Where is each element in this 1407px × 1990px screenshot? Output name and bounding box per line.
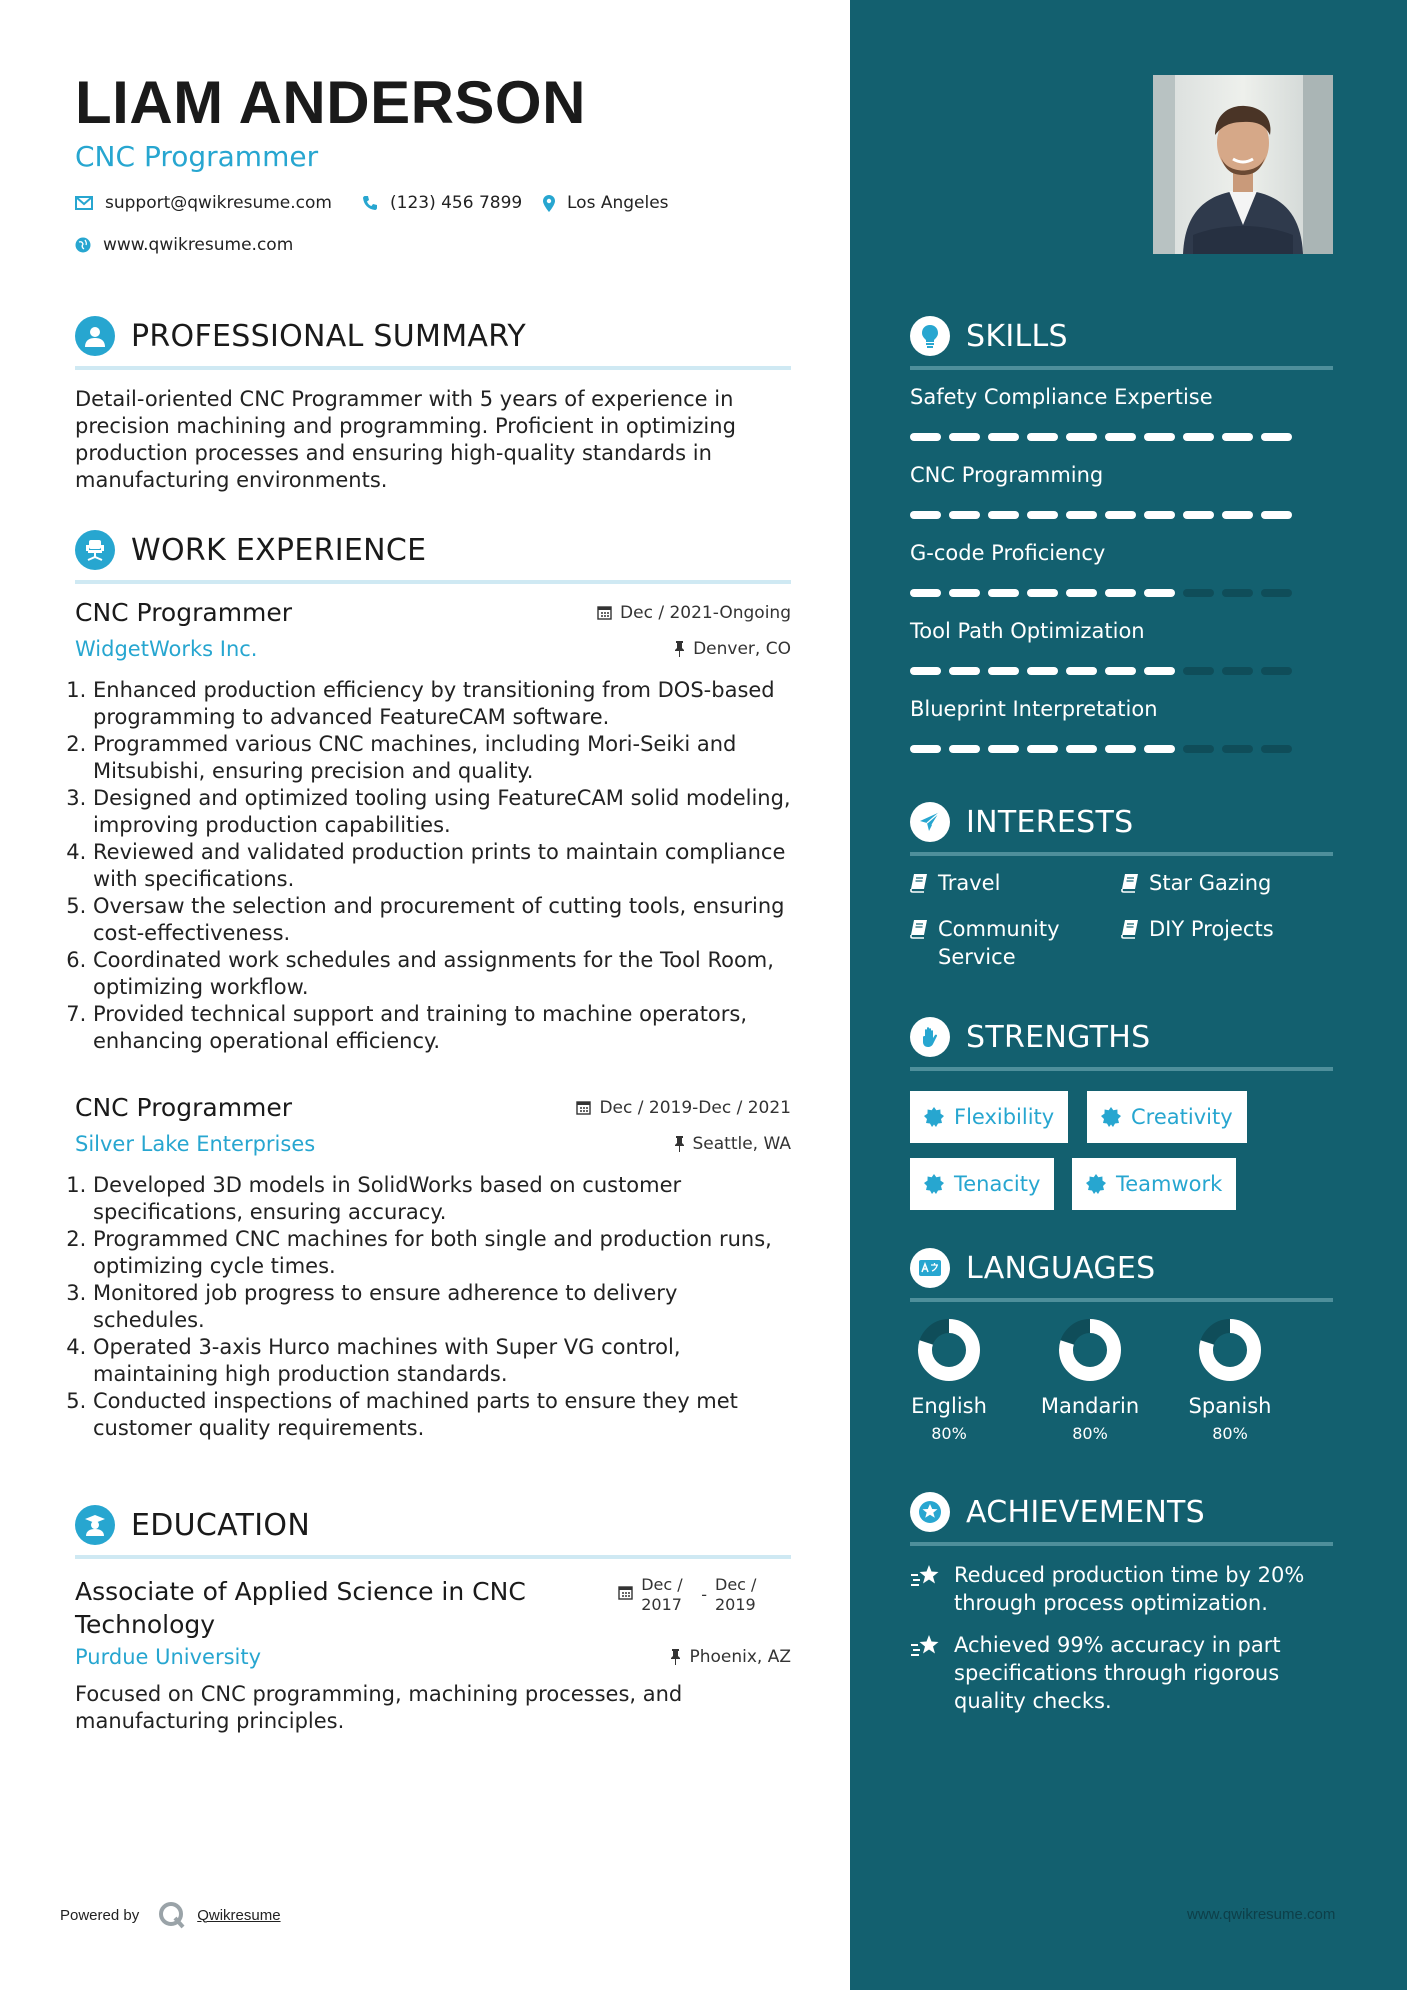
powered-by [60,1900,281,1930]
skill-dot-filled [1027,745,1058,753]
contact-location [543,193,669,213]
list-item: 5. Oversaw the selection and procurement of cutting tools, ensuring cost-effectiveness. [93,893,791,947]
experience-heading-row [75,530,791,584]
skill-dot-empty [1183,745,1214,753]
interests-heading: INTERESTS [966,804,1134,840]
interest-item: Star Gazing [1121,869,1271,897]
education-section [75,1505,791,1559]
skill-dot-filled [1027,433,1058,441]
strength-chip: Tenacity [910,1158,1054,1210]
list-item: 2. Programmed CNC machines for both single and production runs, optimizing cycle times. [93,1226,791,1280]
interests-heading-row [910,802,1333,856]
skill-dot-filled [1105,745,1136,753]
skill-dot-filled [1144,667,1175,675]
job-entry [75,1093,791,1442]
strengths-heading-row [910,1017,1333,1071]
skill-name: Blueprint Interpretation [910,697,1158,721]
job-title: CNC Programmer [75,1093,293,1122]
skill-dot-empty [1183,667,1214,675]
language-percent: 80% [1072,1424,1108,1443]
phone-icon [362,195,378,211]
education-heading-row [75,1505,791,1559]
skill-dot-filled [1027,667,1058,675]
languages-section [910,1248,1333,1302]
book-icon [1121,919,1139,939]
skill-level-meter [910,511,1333,519]
school-location: Phoenix, AZ [670,1647,791,1667]
list-item: 3. Monitored job progress to ensure adherence to delivery schedules. [93,1280,791,1334]
skill-dot-filled [988,511,1019,519]
skill-dot-filled [1105,589,1136,597]
hand-icon [910,1017,950,1057]
language-item [889,1318,1009,1443]
skill-dot-empty [1222,667,1253,675]
list-item: 1. Enhanced production efficiency by transitioning from DOS-based programming to advanced FeatureCAM software. [93,677,791,731]
skill-dot-filled [910,745,941,753]
list-item: 1. Developed 3D models in SolidWorks based on customer specifications, ensuring accuracy. [93,1172,791,1226]
list-item: 4. Reviewed and validated production prints to maintain compliance with specifications. [93,839,791,893]
location-text: Los Angeles [567,193,669,213]
skill-name: CNC Programming [910,463,1104,487]
skill-dot-filled [949,745,980,753]
phone-text: (123) 456 7899 [390,193,523,213]
contact-website[interactable] [75,235,293,255]
skill-level-meter [910,433,1333,441]
skill-dot-filled [949,589,980,597]
experience-section [75,530,791,584]
website-text: www.qwikresume.com [103,235,294,255]
lightbulb-icon [910,316,950,356]
skill-dot-filled [1261,433,1292,441]
globe-icon [75,237,91,253]
languages-heading-row [910,1248,1333,1302]
skill-dot-filled [910,667,941,675]
candidate-title: CNC Programmer [75,140,319,173]
achievement-item: Reduced production time by 20% through process optimization. [910,1561,1333,1617]
skill-dot-filled [1261,511,1292,519]
job-duties [75,1172,791,1442]
office-chair-icon [75,530,115,570]
skill-dot-filled [910,433,941,441]
skill-level-meter [910,667,1333,675]
skill-dot-filled [949,511,980,519]
company-name: WidgetWorks Inc. [75,637,258,661]
badge-icon [1086,1174,1106,1194]
achievements-heading: ACHIEVEMENTS [966,1494,1206,1530]
contact-phone[interactable] [362,193,522,213]
shooting-star-icon [910,1563,942,1591]
skill-dot-filled [1144,511,1175,519]
skill-item [910,385,1333,441]
list-item: 2. Programmed various CNC machines, including Mori-Seiki and Mitsubishi, ensuring precision and quality. [93,731,791,785]
footer-site[interactable]: www.qwikresume.com [1187,1906,1336,1923]
pushpin-icon [674,641,685,657]
strengths-section [910,1017,1333,1071]
calendar-icon [576,1100,591,1115]
achievements-section [910,1492,1333,1546]
job-title: CNC Programmer [75,598,293,627]
badge-icon [924,1174,944,1194]
skill-dot-filled [1027,589,1058,597]
strength-chip: Flexibility [910,1091,1068,1143]
education-heading: EDUCATION [131,1507,311,1543]
skill-dot-filled [1183,511,1214,519]
skill-dot-filled [910,511,941,519]
skills-section [910,316,1333,370]
interest-item: DIY Projects [1121,915,1274,943]
skill-name: Safety Compliance Expertise [910,385,1213,409]
calendar-icon [618,1585,633,1600]
skill-name: Tool Path Optimization [910,619,1145,643]
qwikresume-logo-icon [157,1900,187,1930]
skill-item [910,463,1333,519]
job-date: Dec / 2021-Ongoing [597,603,791,623]
achievements-heading-row [910,1492,1333,1546]
skill-dot-filled [988,433,1019,441]
skill-level-meter [910,589,1333,597]
language-item [1030,1318,1150,1443]
skill-dot-filled [1105,667,1136,675]
skill-dot-filled [1222,511,1253,519]
education-entry [75,1575,791,1735]
list-item: 6. Coordinated work schedules and assignments for the Tool Room, optimizing workflow. [93,947,791,1001]
language-name: English [911,1394,987,1418]
strength-chip: Creativity [1087,1091,1247,1143]
calendar-icon [597,605,612,620]
language-gauge [1058,1318,1122,1382]
achievement-item: Achieved 99% accuracy in part specifications through rigorous quality checks. [910,1631,1333,1715]
profile-photo [1153,75,1333,254]
pushpin-icon [674,1136,685,1152]
strengths-heading: STRENGTHS [966,1019,1151,1055]
map-pin-icon [543,195,555,212]
language-name: Spanish [1188,1394,1272,1418]
summary-heading-row [75,316,791,370]
company-name: Silver Lake Enterprises [75,1132,316,1156]
education-start: Dec / 2017 [641,1575,683,1614]
skill-dot-empty [1222,745,1253,753]
skill-dot-filled [1105,433,1136,441]
skill-dot-empty [1261,667,1292,675]
skill-dot-filled [1066,433,1097,441]
skill-dot-filled [1066,511,1097,519]
skill-dot-empty [1222,589,1253,597]
interest-item: Community Service [910,915,1090,971]
skill-level-meter [910,745,1333,753]
list-item: 5. Conducted inspections of machined parts to ensure they met customer quality requirements. [93,1388,791,1442]
skill-dot-filled [1027,511,1058,519]
job-date: Dec / 2019-Dec / 2021 [576,1098,791,1118]
powered-by-label: Powered by [60,1906,140,1924]
skill-dot-empty [1261,745,1292,753]
interest-item: Travel [910,869,1000,897]
list-item: 3. Designed and optimized tooling using FeatureCAM solid modeling, improving production capabilities. [93,785,791,839]
skill-item [910,697,1333,753]
strength-chip: Teamwork [1072,1158,1236,1210]
degree-title: Associate of Applied Science in CNC Technology [75,1577,526,1639]
summary-text: Detail-oriented CNC Programmer with 5 years of experience in precision machining and programming. Proficient in optimizing production processes and ensuring high-quality standards in manufacturing environments. [75,387,736,492]
job-location: Seattle, WA [674,1134,792,1154]
experience-heading: WORK EXPERIENCE [131,532,427,568]
skill-dot-empty [1183,589,1214,597]
book-icon [910,873,928,893]
skill-dot-empty [1261,589,1292,597]
star-award-icon [910,1492,950,1532]
skill-name: G-code Proficiency [910,541,1106,565]
language-card-icon [910,1248,950,1288]
skill-item [910,541,1333,597]
skill-dot-filled [1144,589,1175,597]
language-item [1170,1318,1290,1443]
badge-icon [1101,1107,1121,1127]
languages-heading: LANGUAGES [966,1250,1156,1286]
candidate-name: LIAM ANDERSON [75,69,586,136]
shooting-star-icon [910,1633,942,1661]
job-entry [75,598,791,1055]
skill-dot-filled [949,433,980,441]
paper-plane-icon [910,802,950,842]
language-percent: 80% [931,1424,967,1443]
user-icon [75,316,115,356]
education-dates [618,1575,767,1615]
skill-dot-filled [1144,433,1175,441]
pushpin-icon [670,1649,681,1665]
summary-section [75,316,791,494]
skill-dot-filled [988,667,1019,675]
skill-dot-filled [1066,667,1097,675]
skill-item [910,619,1333,675]
language-gauge [1198,1318,1262,1382]
skill-dot-filled [1183,433,1214,441]
job-location: Denver, CO [674,639,791,659]
skill-dot-filled [988,745,1019,753]
school-name: Purdue University [75,1645,262,1669]
interests-section [910,802,1333,856]
skill-dot-filled [1066,589,1097,597]
summary-heading: PROFESSIONAL SUMMARY [131,318,527,354]
education-end: Dec / 2019 [715,1575,757,1614]
language-gauge [917,1318,981,1382]
brand-link[interactable]: Qwikresume [197,1906,281,1924]
skill-dot-filled [988,589,1019,597]
skills-heading-row [910,316,1333,370]
language-percent: 80% [1212,1424,1248,1443]
book-icon [1121,873,1139,893]
list-item: 4. Operated 3-axis Hurco machines with Super VG control, maintaining high production standards. [93,1334,791,1388]
email-text: support@qwikresume.com [105,193,332,213]
skill-dot-filled [1222,433,1253,441]
envelope-icon [75,196,93,210]
badge-icon [924,1107,944,1127]
skill-dot-filled [1105,511,1136,519]
skills-heading: SKILLS [966,318,1068,354]
contact-email[interactable] [75,193,332,213]
list-item: 7. Provided technical support and training to machine operators, enhancing operational efficiency. [93,1001,791,1055]
education-description: Focused on CNC programming, machining processes, and manufacturing principles. [75,1682,683,1733]
language-name: Mandarin [1040,1394,1140,1418]
book-icon [910,919,928,939]
job-duties [75,677,791,1055]
education-date-separator: - [701,1585,707,1604]
skill-dot-filled [910,589,941,597]
skill-dot-filled [1066,745,1097,753]
skill-dot-filled [1144,745,1175,753]
skill-dot-filled [949,667,980,675]
graduate-icon [75,1505,115,1545]
